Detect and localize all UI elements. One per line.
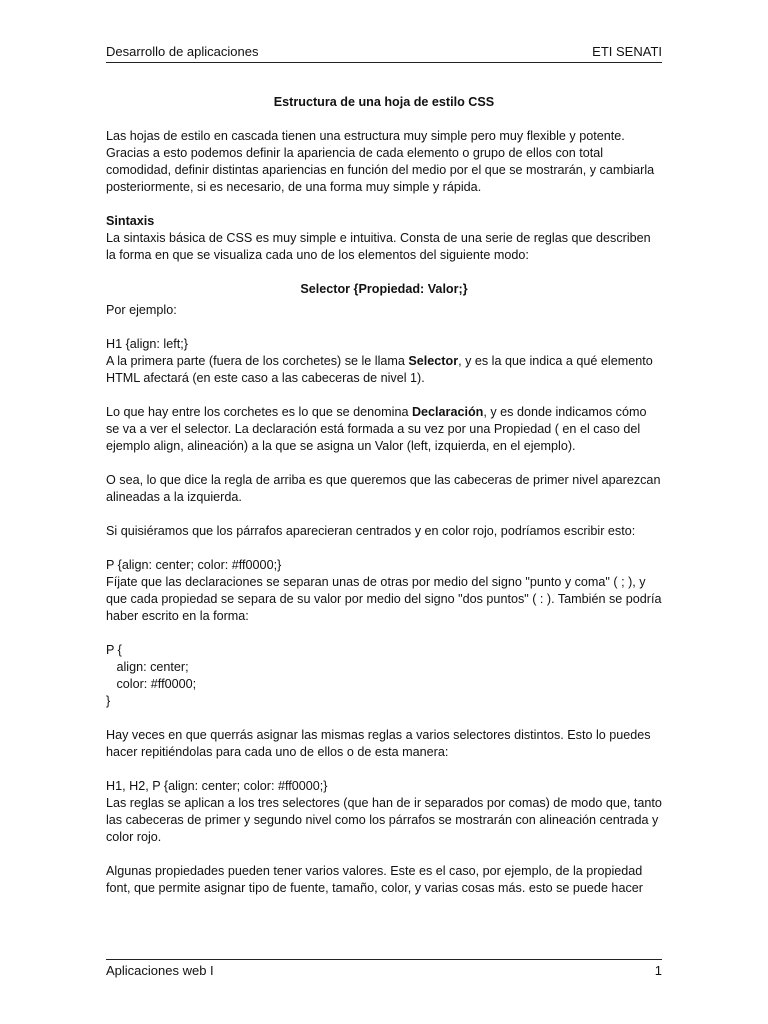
multi-explanation: Las reglas se aplican a los tres selectores (que han de ir separados por comas) de modo que, tanto las cabeceras de primer y segundo nivel como los párrafos se mostrarán con alineación centrada y color rojo. [106,796,662,844]
document-title: Estructura de una hoja de estilo CSS [273,95,495,109]
varios-selectores-paragraph: Hay veces en que querrás asignar las mismas reglas a varios selectores distintos. Esto lo puedes hacer repitiéndolas para cada uno de ellos o de esta manera: [106,728,651,759]
si-quisieramos-paragraph: Si quisiéramos que los párrafos aparecieran centrados y en color rojo, podríamos escribir esto: [106,524,636,538]
code-line: color: #ff0000; [106,677,197,691]
por-ejemplo-label: Por ejemplo: [106,303,177,317]
h1-example [106,336,662,387]
sintaxis-text: La sintaxis básica de CSS es muy simple e intuitiva. Consta de una serie de reglas que describen la forma en que se visualiza cada uno de los elementos del siguiente modo: [106,231,651,262]
sintaxis-heading: Sintaxis [106,214,155,228]
selector-syntax-line: Selector {Propiedad: Valor;} [300,282,468,296]
page-footer [106,959,662,978]
sintaxis-section [106,213,662,264]
h1-code: H1 {align: left;} [106,337,188,351]
header-right: ETI SENATI [592,44,662,59]
footer-left: Aplicaciones web I [106,963,214,978]
code-line: align: center; [106,660,189,674]
algunas-paragraph: Algunas propiedades pueden tener varios valores. Este es el caso, por ejemplo, de la propiedad font, que permite asignar tipo de fuente, tamaño, color, y varias cosas más. esto se puede hacer [106,864,643,895]
multi-example [106,778,662,846]
document-body [106,94,662,914]
osea-paragraph: O sea, lo que dice la regla de arriba es que queremos que las cabeceras de primer nivel aparezcan alineadas a la izquierda. [106,473,661,504]
declaracion-paragraph: Lo que hay entre los corchetes es lo que se denomina Declaración, y es donde indicamos cómo se va a ver el selector. La declaración está formada a su vez por una Propiedad ( en el caso del ejemplo align, alineación) a la que se asigna un Valor (left, izquierda, en el ejemplo). [106,405,647,453]
multi-code: H1, H2, P {align: center; color: #ff0000;} [106,779,328,793]
p-explanation: Fíjate que las declaraciones se separan unas de otras por medio del signo "punto y coma" ( ; ), y que cada propiedad se separa de su valor por medio del signo "dos puntos" ( : ). También se podría haber escrito en la forma: [106,575,662,623]
p-example [106,557,662,625]
code-line: } [106,694,111,708]
page-header [106,44,662,63]
intro-paragraph: Las hojas de estilo en cascada tienen una estructura muy simple pero muy flexible y potente. Gracias a esto podemos definir la apariencia de cada elemento o grupo de ellos con total comodidad, definir distintas apariencias en función del medio por el que se mostrarán, y cambiarla posteriormente, si es necesario, de una forma muy simple y rápida. [106,129,655,194]
p-code: P {align: center; color: #ff0000;} [106,558,282,572]
code-block [106,642,662,710]
selector-term: Selector [408,354,459,368]
header-left: Desarrollo de aplicaciones [106,44,259,59]
code-line: P { [106,643,122,657]
declaracion-term: Declaración [411,405,484,419]
h1-explanation: A la primera parte (fuera de los corchetes) se le llama Selector, y es la que indica a qué elemento HTML afectará (en este caso a las cabeceras de nivel 1). [106,354,653,385]
page-number: 1 [654,963,662,978]
